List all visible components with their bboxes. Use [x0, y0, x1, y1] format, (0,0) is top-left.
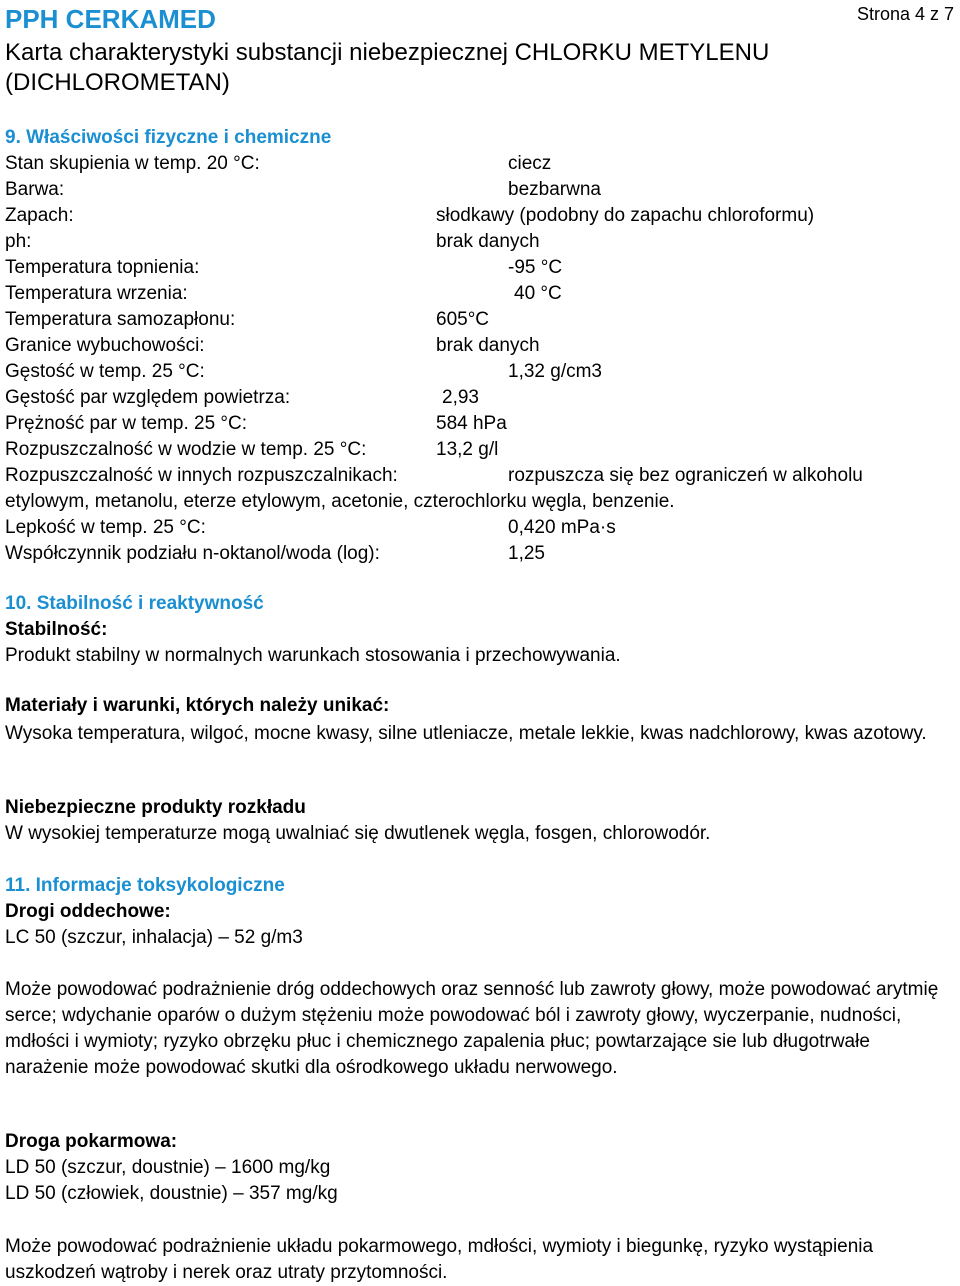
- respiratory-lc50: LC 50 (szczur, inhalacja) – 52 g/m3: [5, 927, 303, 948]
- property-value: słodkawy (podobny do zapachu chloroformu): [436, 205, 815, 226]
- avoid-label: Materiały i warunki, których należy unikać:: [5, 695, 390, 716]
- respiratory-label: Drogi oddechowe:: [5, 901, 171, 922]
- property-value: 2,93: [442, 387, 479, 408]
- decomposition-text: W wysokiej temperaturze mogą uwalniać się dwutlenek węgla, fosgen, chlorowodór.: [5, 823, 711, 844]
- section-10-heading: 10. Stabilność i reaktywność: [5, 593, 264, 614]
- property-value: 584 hPa: [436, 413, 507, 434]
- page-number: Strona 4 z 7: [856, 4, 954, 24]
- property-value: rozpuszcza się bez ograniczeń w alkoholu: [508, 465, 863, 486]
- property-value: brak danych: [436, 231, 540, 252]
- section-9-heading: 9. Właściwości fizyczne i chemiczne: [5, 127, 332, 148]
- section-11-heading: 11. Informacje toksykologiczne: [5, 875, 285, 896]
- property-label: ph:: [5, 231, 32, 252]
- property-label: Lepkość w temp. 25 °C:: [5, 517, 206, 538]
- property-value: 13,2 g/l: [436, 439, 499, 460]
- property-value: bezbarwna: [508, 179, 601, 200]
- property-value: ciecz: [508, 153, 552, 174]
- property-label: Współczynnik podziału n-oktanol/woda (log):: [5, 543, 380, 564]
- avoid-text: Wysoka temperatura, wilgoć, mocne kwasy, silne utleniacze, metale lekkie, kwas nadchlorowy, kwas azotowy.: [5, 723, 927, 744]
- property-value: -95 °C: [508, 257, 563, 278]
- property-value: 40 °C: [514, 283, 562, 304]
- property-label: Rozpuszczalność w innych rozpuszczalnikach:: [5, 465, 398, 486]
- property-label: Gęstość w temp. 25 °C:: [5, 361, 205, 382]
- property-label: Barwa:: [5, 179, 65, 200]
- stability-label: Stabilność:: [5, 619, 108, 640]
- property-label: Prężność par w temp. 25 °C:: [5, 413, 248, 434]
- respiratory-text: Może powodować podrażnienie dróg oddechowych oraz senność lub zawroty głowy, może powodować arytmię serce; wdychanie oparów o dużym stężeniu może powodować ból i zawroty głowy, wyczerpanie, nudności, mdłości i wymioty; ryzyko obrzęku płuc i chemicznego zapalenia płuc; powtarzające sie lub długotrwałe narażenie może powodować skutki dla ośrodkowego układu nerwowego.: [5, 979, 939, 1078]
- decomposition-label: Niebezpieczne produkty rozkładu: [5, 797, 306, 818]
- solubility-continuation: etylowym, metanolu, eterze etylowym, acetonie, czterochlorku węgla, benzenie.: [5, 491, 675, 512]
- property-label: Granice wybuchowości:: [5, 335, 205, 356]
- property-label: Temperatura topnienia:: [5, 257, 200, 278]
- property-value: 1,25: [508, 543, 545, 564]
- property-label: Gęstość par względem powietrza:: [5, 387, 291, 408]
- oral-ld50-human: LD 50 (człowiek, doustnie) – 357 mg/kg: [5, 1183, 338, 1204]
- company-name: PPH CERKAMED: [5, 4, 216, 34]
- property-value: 0,420 mPa·s: [508, 517, 616, 538]
- property-label: Rozpuszczalność w wodzie w temp. 25 °C:: [5, 439, 367, 460]
- property-label: Zapach:: [5, 205, 74, 226]
- document-title: Karta charakterystyki substancji niebezpiecznej CHLORKU METYLENU (DICHLOROMETAN): [5, 39, 770, 96]
- property-value: brak danych: [436, 335, 540, 356]
- property-label: Temperatura samozapłonu:: [5, 309, 236, 330]
- property-value: 605°C: [436, 309, 490, 330]
- oral-ld50-rat: LD 50 (szczur, doustnie) – 1600 mg/kg: [5, 1157, 331, 1178]
- oral-label: Droga pokarmowa:: [5, 1131, 178, 1152]
- stability-text: Produkt stabilny w normalnych warunkach stosowania i przechowywania.: [5, 645, 621, 666]
- property-label: Stan skupienia w temp. 20 °C:: [5, 153, 260, 174]
- property-label: Temperatura wrzenia:: [5, 283, 188, 304]
- property-value: 1,32 g/cm3: [508, 361, 602, 382]
- oral-text: Może powodować podrażnienie układu pokarmowego, mdłości, wymioty i biegunkę, ryzyko wystąpienia uszkodzeń wątroby i nerek oraz utraty przytomności.: [5, 1236, 874, 1283]
